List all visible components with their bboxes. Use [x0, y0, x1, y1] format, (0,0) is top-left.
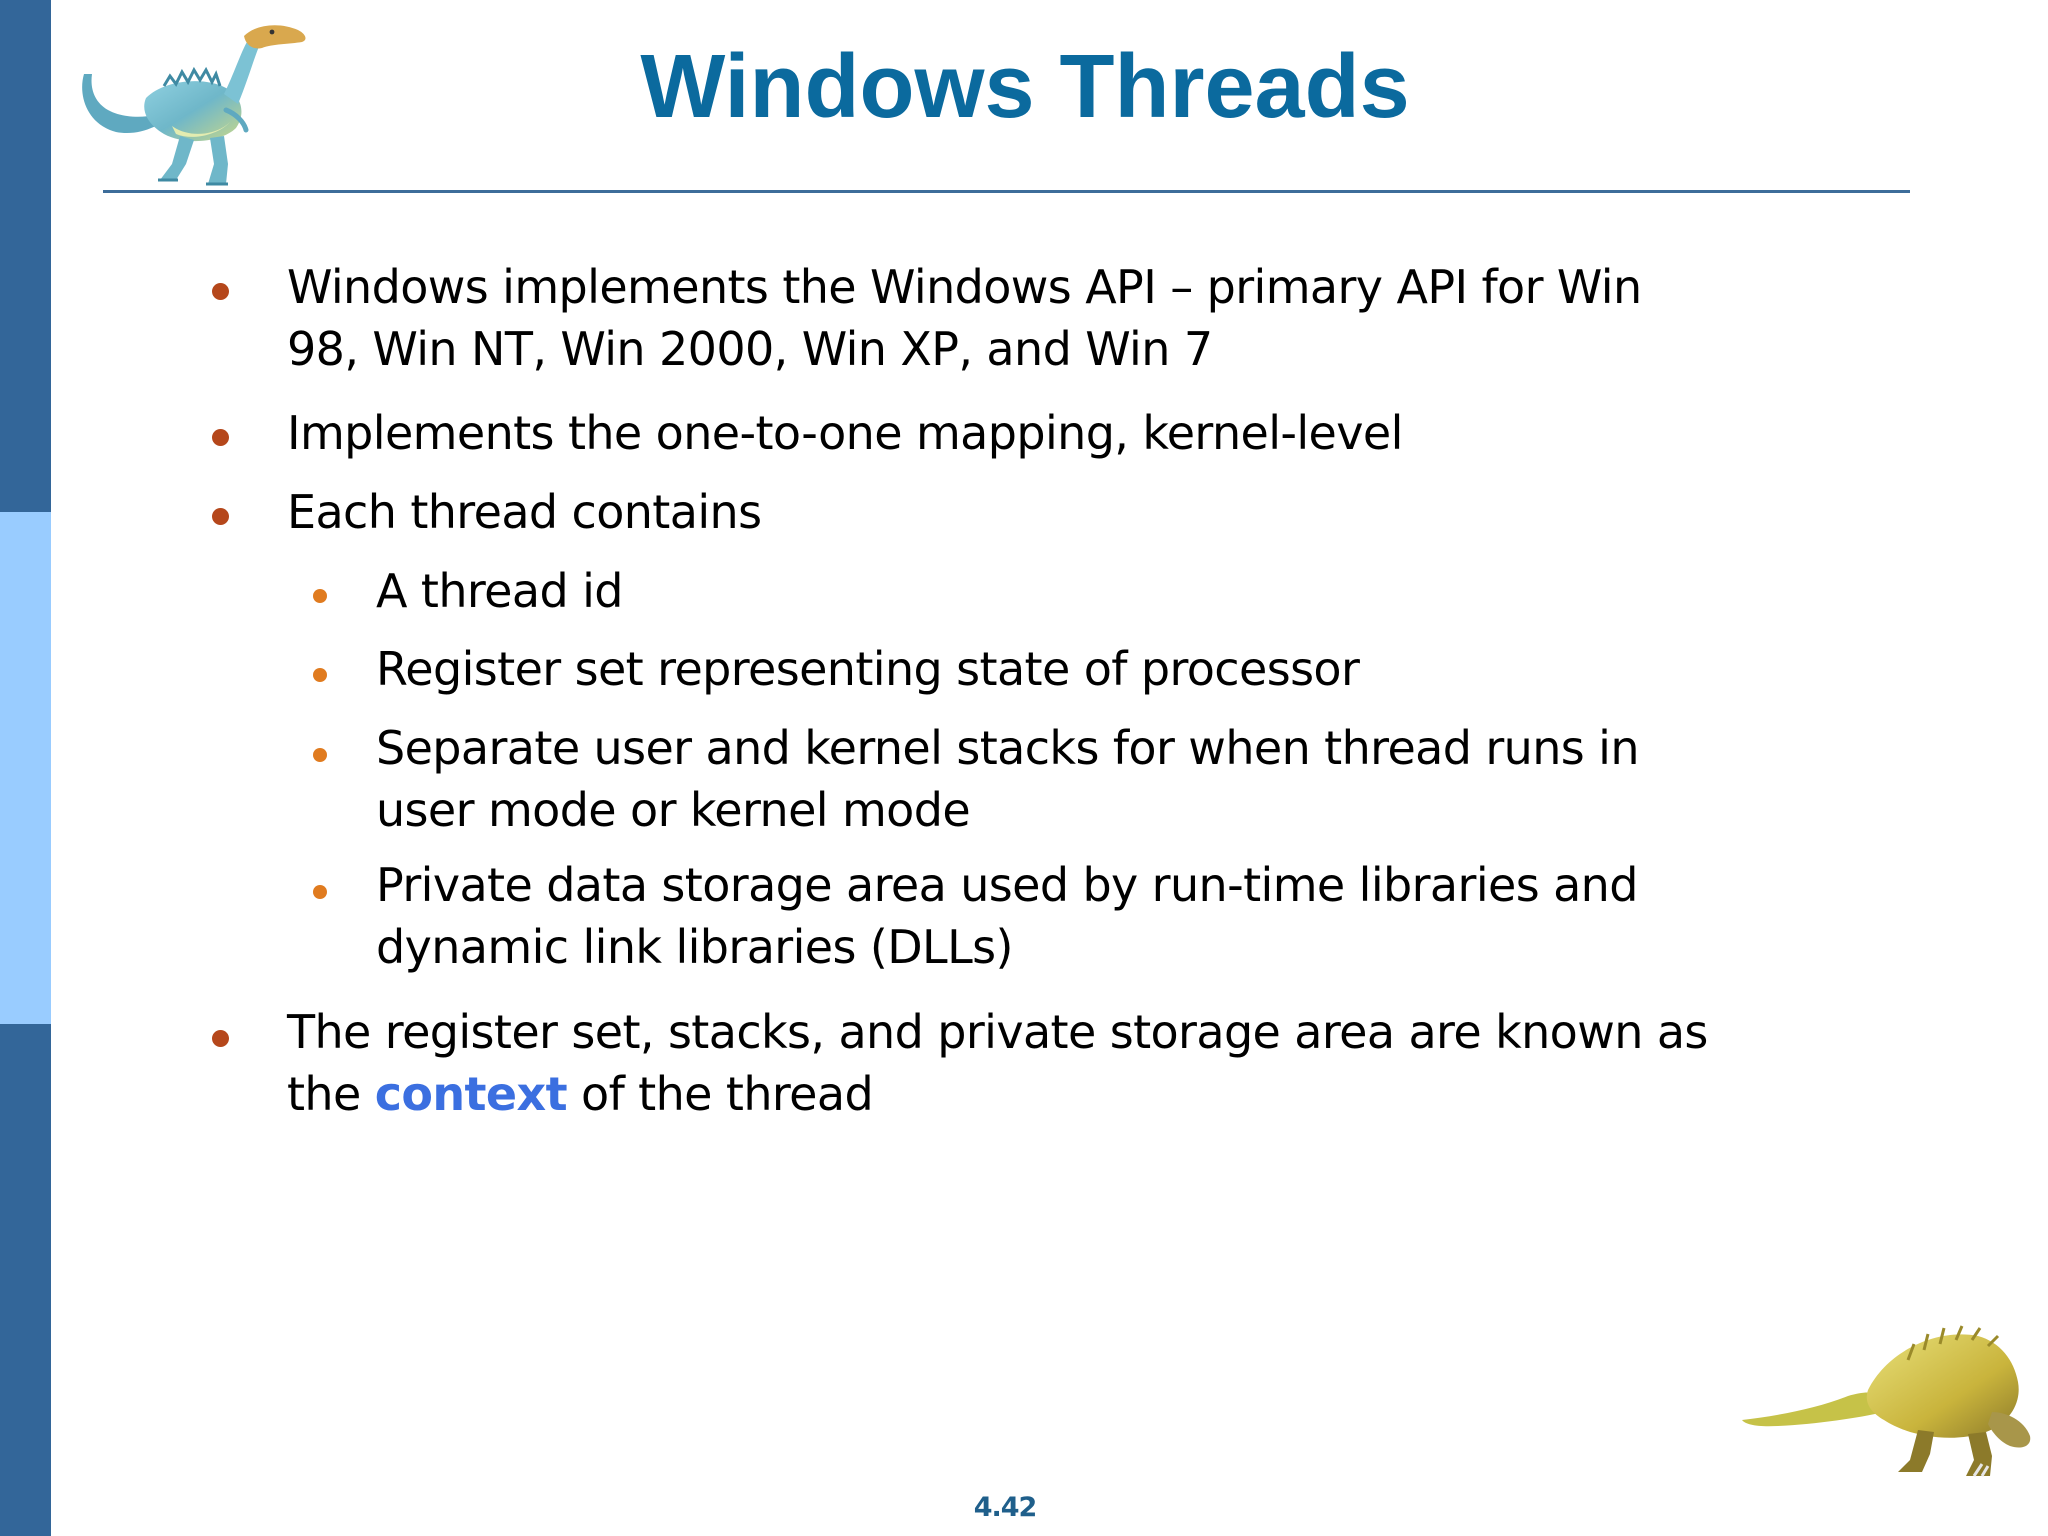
bullet-line: user mode or kernel mode — [376, 783, 971, 837]
dinosaur-icon — [1738, 1320, 2038, 1480]
slide-title: Windows Threads — [640, 37, 1410, 137]
bullet-marker — [212, 1030, 229, 1047]
bullet-line — [287, 1063, 1747, 1125]
bullet-item — [287, 256, 1747, 380]
bullet-line: The register set, stacks, and private storage area are known as — [287, 1005, 1708, 1059]
bullet-marker — [212, 508, 229, 525]
bullet-marker — [212, 283, 229, 300]
bullet-line: Private data storage area used by run-time libraries and — [376, 858, 1638, 912]
bullet-line: dynamic link libraries (DLLs) — [376, 920, 1013, 974]
text-run: the — [287, 1067, 375, 1121]
side-bar-bottom — [0, 1024, 51, 1536]
bullet-line: Implements the one-to-one mapping, kernel-level — [287, 406, 1403, 460]
text-run: of the thread — [567, 1067, 874, 1121]
bullet-line: Separate user and kernel stacks for when thread runs in — [376, 721, 1639, 775]
sub-bullet-marker — [313, 589, 327, 603]
sub-bullet-marker — [313, 885, 327, 899]
bullet-item — [287, 481, 1747, 543]
sub-bullet-item — [376, 717, 1746, 841]
sub-bullet-item — [376, 560, 1746, 622]
emphasized-term: context — [374, 1067, 567, 1121]
bullet-marker — [212, 429, 229, 446]
side-bar-top — [0, 0, 51, 512]
bullet-line: A thread id — [376, 564, 623, 618]
bullet-line: Each thread contains — [287, 485, 762, 539]
sub-bullet-item — [376, 854, 1746, 978]
bullet-line: Windows implements the Windows API – primary API for Win — [287, 260, 1642, 314]
page-number: 4.42 — [973, 1492, 1037, 1523]
side-bar-middle — [0, 512, 51, 1024]
title-divider — [103, 190, 1910, 193]
bullet-line: Register set representing state of processor — [376, 642, 1360, 696]
sub-bullet-marker — [313, 668, 327, 682]
sub-bullet-item — [376, 638, 1746, 700]
sub-bullet-marker — [313, 748, 327, 762]
bullet-item — [287, 402, 1747, 464]
bullet-item — [287, 1001, 1747, 1125]
bullet-line: 98, Win NT, Win 2000, Win XP, and Win 7 — [287, 322, 1213, 376]
